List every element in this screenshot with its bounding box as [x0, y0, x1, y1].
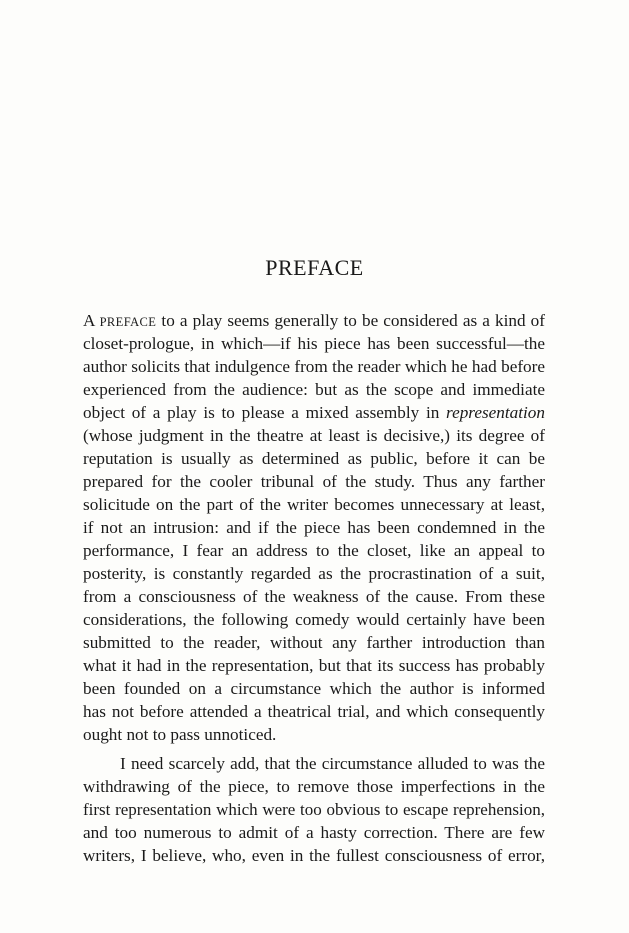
preface-text — [83, 309, 545, 867]
paragraph-2 — [83, 752, 545, 867]
text-line: solicitude on the part of the writer becomes unnecessary at least, — [83, 495, 545, 514]
text-segment: to a play seems generally to be considered as a kind of — [156, 311, 545, 330]
text-line: closet-prologue, in which—if his piece has been successful—the — [83, 334, 545, 353]
text-line: what it had in the representation, but that its success has probably — [83, 656, 545, 675]
text-line: posterity, is constantly regarded as the procrastination of a suit, — [83, 564, 545, 583]
text-line: been founded on a circumstance which the author is informed — [83, 679, 545, 698]
small-caps-word: PREFACE — [99, 315, 157, 329]
text-line: withdrawing of the piece, to remove those imperfections in the — [83, 777, 545, 796]
text-line: and too numerous to admit of a hasty correction. There are few — [83, 823, 545, 842]
page-heading: PREFACE — [265, 255, 364, 280]
text-segment: A — [83, 311, 100, 330]
text-line: considerations, the following comedy would certainly have been — [83, 610, 545, 629]
text-line: if not an intrusion: and if the piece has been condemned in the — [83, 518, 545, 537]
text-line: author solicits that indulgence from the reader which he had before — [83, 357, 545, 376]
text-line: has not before attended a theatrical trial, and which consequently — [83, 702, 545, 721]
text-line: reputation is usually as determined as public, before it can be — [83, 449, 545, 468]
text-segment: object of a play is to please a mixed assembly in — [83, 403, 447, 422]
text-line: from a consciousness of the weakness of the cause. From these — [83, 587, 545, 606]
text-line: writers, I believe, who, even in the fullest consciousness of error, — [83, 846, 545, 865]
italic-word: representation — [446, 403, 545, 422]
text-line: submitted to the reader, without any farther introduction than — [83, 633, 545, 652]
paragraph-1 — [83, 309, 545, 746]
text-line — [83, 309, 545, 332]
text-line — [83, 401, 545, 424]
text-line: experienced from the audience: but as the scope and immediate — [83, 380, 545, 399]
text-line: I need scarcely add, that the circumstance alluded to was the — [120, 754, 545, 773]
text-line: (whose judgment in the theatre at least is decisive,) its degree of — [83, 426, 545, 445]
text-line: first representation which were too obvious to escape reprehension, — [83, 800, 545, 819]
text-line: prepared for the cooler tribunal of the study. Thus any farther — [83, 472, 545, 491]
text-line: ought not to pass unnoticed. — [83, 725, 277, 744]
text-line: performance, I fear an address to the closet, like an appeal to — [83, 541, 545, 560]
